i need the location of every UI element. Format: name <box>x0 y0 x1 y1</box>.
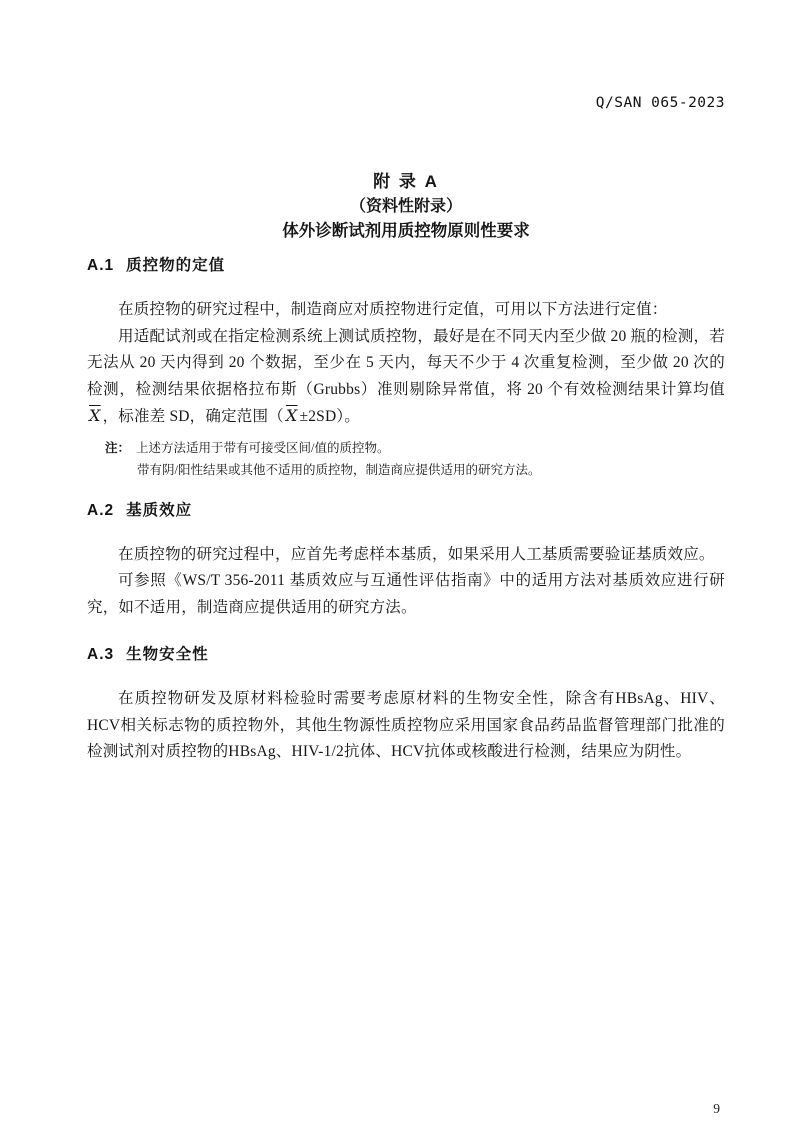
section-heading-a3 <box>87 645 725 665</box>
note-block <box>87 437 725 481</box>
section-number-a2: A.2 <box>87 501 115 519</box>
section-title-a2: 基质效应 <box>126 501 193 519</box>
mean-symbol-xbar: $\overline{X}$ <box>89 406 101 425</box>
document-header <box>87 95 725 111</box>
paragraph-a1-2-text3: ±2SD）。 <box>299 408 361 425</box>
page-number: 9 <box>713 1101 720 1116</box>
appendix-subject: 体外诊断试剂用质控物原则性要求 <box>282 222 530 240</box>
page-footer <box>713 1101 720 1117</box>
appendix-type: （资料性附录） <box>349 198 462 215</box>
note-label: 注： <box>105 440 131 455</box>
standard-code: Q/SAN 065-2023 <box>595 95 725 111</box>
mean-symbol-xbar: $\overline{X}$ <box>285 406 298 425</box>
section-number-a1: A.1 <box>87 257 115 274</box>
paragraph-a1-1: 在质控物的研究过程中，制造商应对质控物进行定值，可用以下方法进行定值： <box>118 301 668 318</box>
paragraph-a2-2: 可参照《WS/T 356-2011 基质效应与互通性评估指南》中的适用方法对基质效应进行研究，如不适用，制造商应提供适用的研究方法。 <box>87 572 725 616</box>
paragraph-a1-2-text1: 用适配试剂或在指定检测系统上测试质控物，最好是在不同天内至少做 20 瓶的检测，若无法从 20 天内得到 20 个数据，至少在 5 天内，每天不少于 4 次重复检测，至少做 20 次的检测，检测结果依据格拉布斯（Grubbs）准则剔除异常值，将 20 个有效检测结果计算均值 <box>87 327 725 398</box>
section-title-a3: 生物安全性 <box>126 646 209 663</box>
section-title-a1: 质控物的定值 <box>126 257 226 274</box>
section-number-a3: A.3 <box>87 646 115 663</box>
note-line-2: 带有阴/阳性结果或其他不适用的质控物，制造商应提供适用的研究方法。 <box>137 462 541 477</box>
paragraph-a3-1: 在质控物研发及原材料检验时需要考虑原材料的生物安全性，除含有HBsAg、HIV、HCV相关标志物的质控物外，其他生物源性质控物应采用国家食品药品监督管理部门批准的检测试剂对质控物的HBsAg、HIV-1/2抗体、HCV抗体或核酸进行检测，结果应为阴性。 <box>87 690 725 760</box>
paragraph-a1-2 <box>87 324 725 431</box>
paragraph-a2-1: 在质控物的研究过程中，应首先考虑样本基质，如果采用人工基质需要验证基质效应。 <box>118 545 715 563</box>
section-heading-a2 <box>87 501 725 521</box>
appendix-label: 附 录 A <box>373 172 439 191</box>
appendix-title-block <box>87 169 725 244</box>
paragraph-a1-2-text2: ，标准差 SD，确定范围（ <box>102 408 284 425</box>
note-line-1 <box>87 437 725 459</box>
note-text-1: 上述方法适用于带有可接受区间/值的质控物。 <box>136 440 390 455</box>
section-heading-a1 <box>87 256 725 276</box>
